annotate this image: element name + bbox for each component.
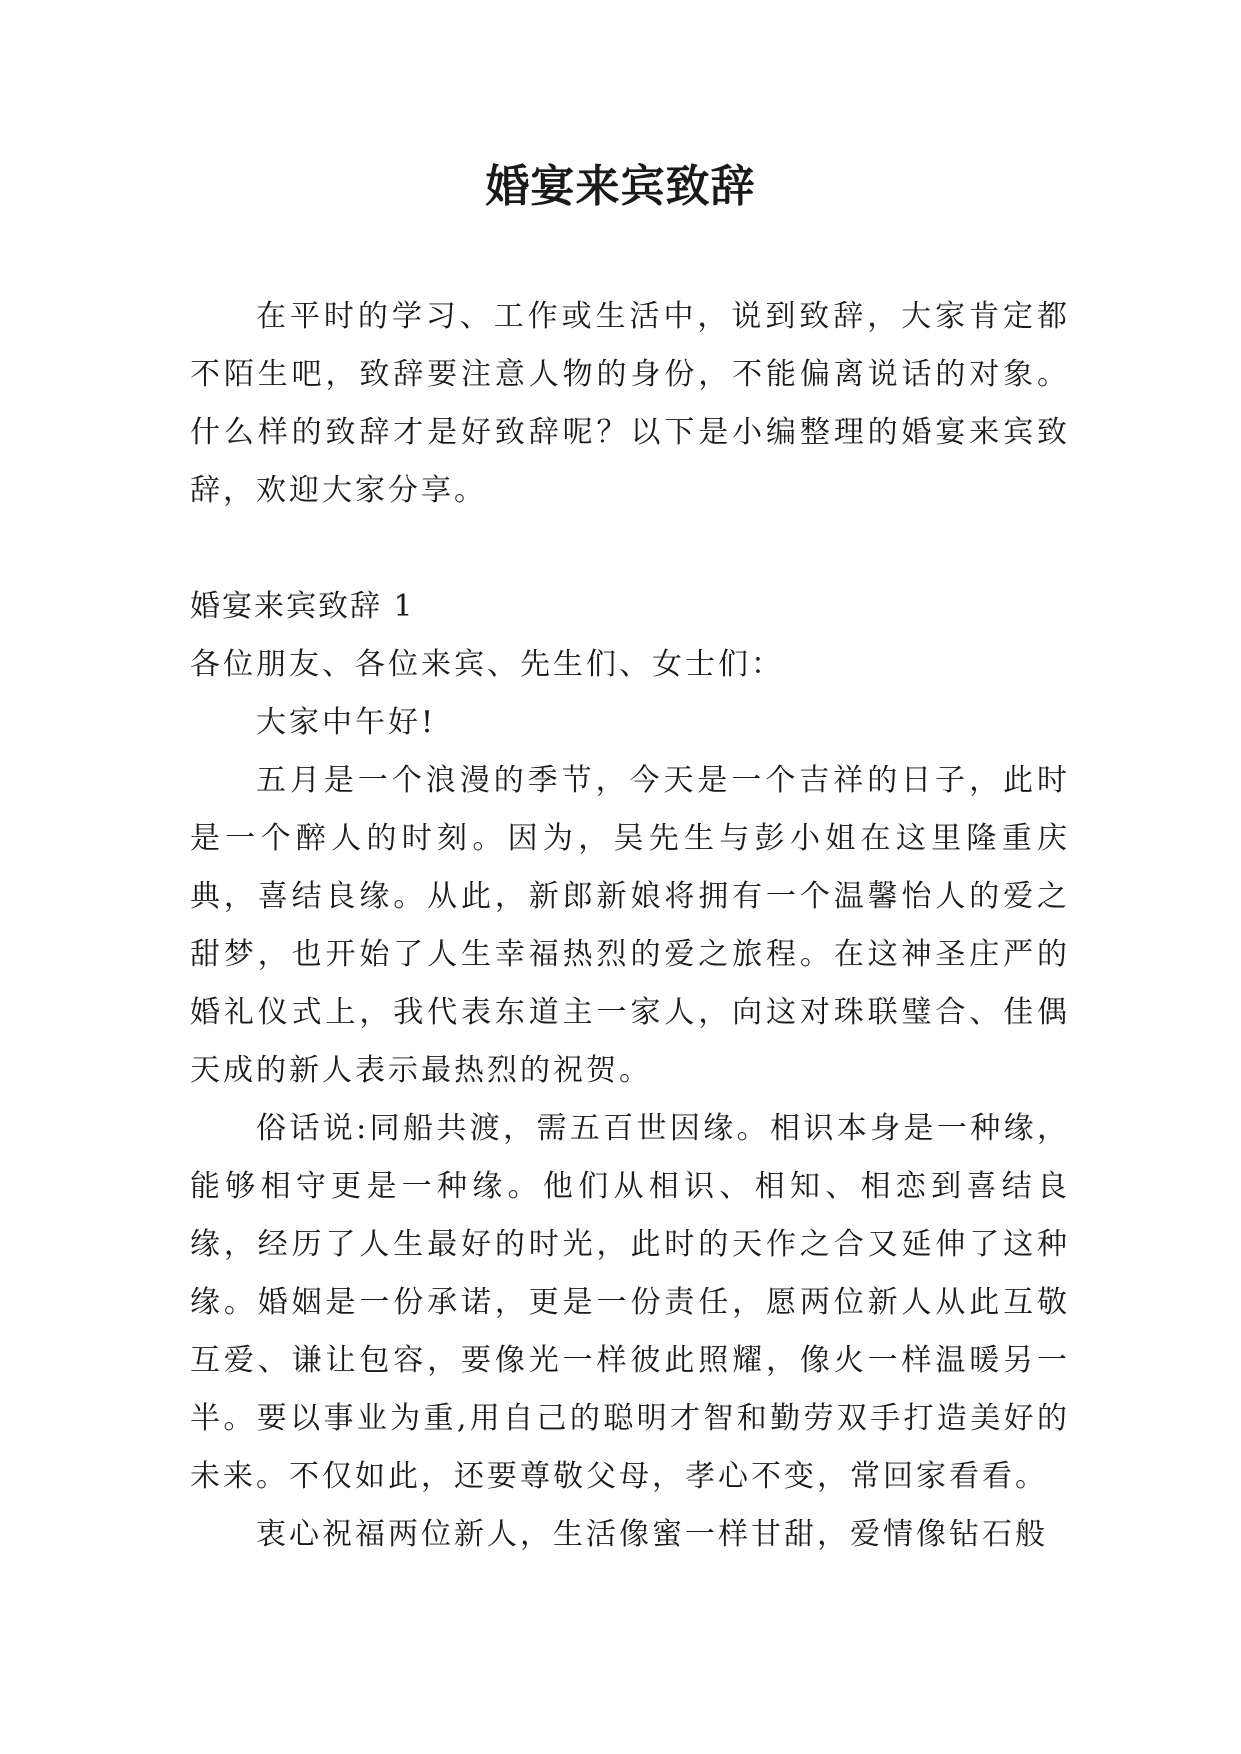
document-body [190,288,1070,1564]
body-paragraph: 俗话说:同船共渡，需五百世因缘。相识本身是一种缘，能够相守更是一种缘。他们从相识、相知、相恋到喜结良缘，经历了人生最好的时光，此时的天作之合又延伸了这种缘。婚姻是一份承诺，更是一份责任，愿两位新人从此互敬互爱、谦让包容，要像光一样彼此照耀，像火一样温暖另一半。要以事业为重,用自己的聪明才智和勤劳双手打造美好的未来。不仅如此，还要尊敬父母，孝心不变，常回家看看。 [190,1111,1070,1494]
body-paragraph: 五月是一个浪漫的季节，今天是一个吉祥的日子，此时是一个醉人的时刻。因为，吴先生与彭小姐在这里隆重庆典，喜结良缘。从此，新郎新娘将拥有一个温馨怡人的爱之甜梦，也开始了人生幸福热烈的爱之旅程。在这神圣庄严的婚礼仪式上，我代表东道主一家人，向这对珠联璧合、佳偶天成的新人表示最热烈的祝贺。 [190,763,1070,1088]
section-heading: 婚宴来宾致辞 1 [190,589,415,624]
greeting: 大家中午好! [256,705,437,740]
body-paragraph: 衷心祝福两位新人，生活像蜜一样甘甜，爱情像钻石般 [256,1517,1048,1552]
document-title: 婚宴来宾致辞 [485,161,756,212]
salutation: 各位朋友、各位来宾、先生们、女士们： [190,647,784,682]
intro-paragraph: 在平时的学习、工作或生活中，说到致辞，大家肯定都不陌生吧，致辞要注意人物的身份，不能偏离说话的对象。什么样的致辞才是好致辞呢？以下是小编整理的婚宴来宾致辞，欢迎大家分享。 [190,299,1070,508]
